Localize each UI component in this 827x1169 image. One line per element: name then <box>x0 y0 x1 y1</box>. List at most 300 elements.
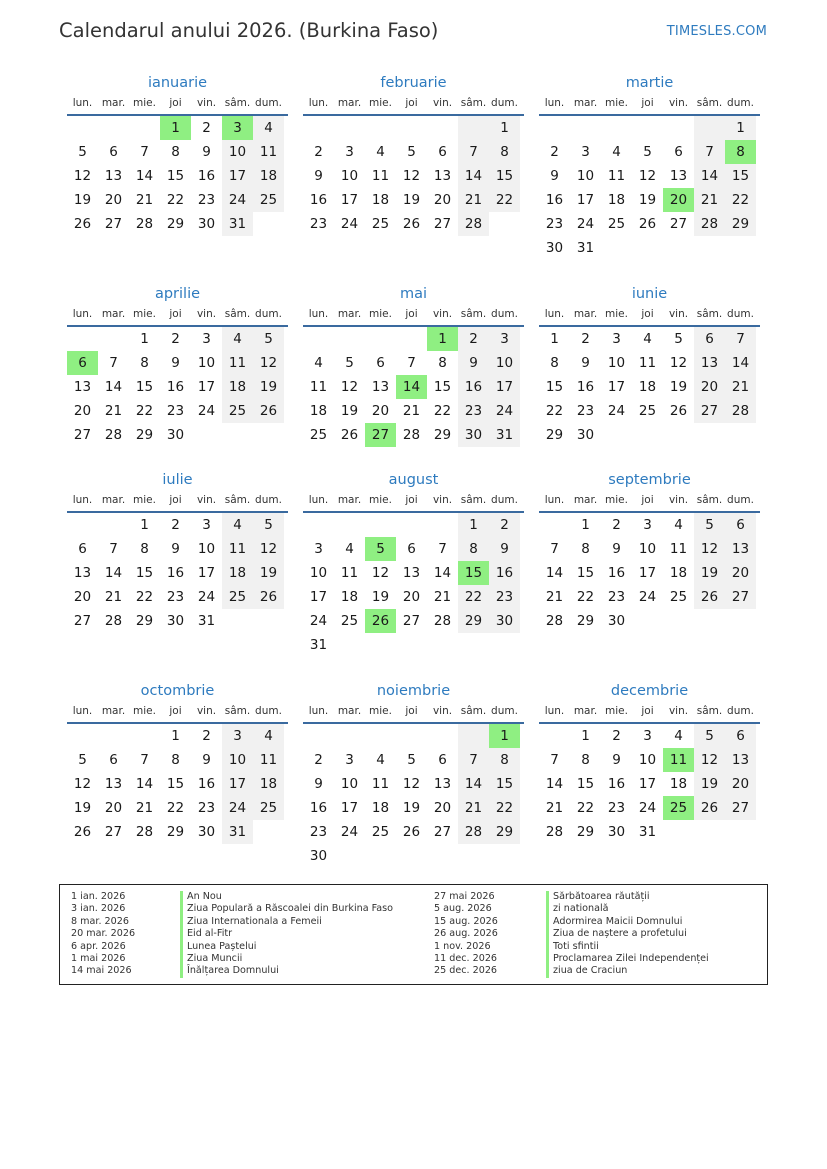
day-cell[interactable]: 1 <box>725 116 756 140</box>
day-cell[interactable]: 18 <box>253 164 284 188</box>
day-cell[interactable]: 5 <box>694 724 725 748</box>
day-cell[interactable]: 9 <box>314 776 323 792</box>
day-cell[interactable]: 12 <box>402 776 421 792</box>
day-cell[interactable]: 13 <box>73 565 92 581</box>
day-cell[interactable]: 22 <box>135 403 154 419</box>
day-cell[interactable]: 25 <box>607 216 626 232</box>
day-cell[interactable]: 11 <box>222 537 253 561</box>
day-cell[interactable]: 19 <box>694 772 725 796</box>
day-cell[interactable]: 14 <box>725 351 756 375</box>
day-cell[interactable]: 13 <box>725 748 756 772</box>
day-cell[interactable]: 1 <box>140 517 149 533</box>
day-cell[interactable]: 9 <box>314 168 323 184</box>
day-cell[interactable]: 25 <box>371 824 390 840</box>
day-cell[interactable]: 21 <box>135 800 154 816</box>
day-cell[interactable]: 23 <box>489 585 520 609</box>
day-cell[interactable]: 13 <box>371 379 390 395</box>
day-cell[interactable]: 12 <box>638 168 657 184</box>
day-cell[interactable]: 21 <box>104 589 123 605</box>
day-cell[interactable]: 5 <box>253 513 284 537</box>
day-cell[interactable]: 22 <box>725 188 756 212</box>
day-cell[interactable]: 25 <box>669 589 688 605</box>
day-cell[interactable]: 14 <box>104 379 123 395</box>
day-cell[interactable]: 12 <box>73 168 92 184</box>
day-cell[interactable]: 14 <box>135 168 154 184</box>
day-cell[interactable]: 4 <box>222 327 253 351</box>
day-cell[interactable]: 31 <box>576 240 595 256</box>
day-cell[interactable]: 19 <box>694 561 725 585</box>
day-cell[interactable]: 22 <box>489 796 520 820</box>
day-cell[interactable]: 1 <box>171 728 180 744</box>
day-cell[interactable]: 6 <box>725 513 756 537</box>
day-cell[interactable]: 8 <box>171 144 180 160</box>
day-cell[interactable]: 3 <box>314 541 323 557</box>
day-cell[interactable]: 29 <box>458 609 489 633</box>
day-cell[interactable]: 3 <box>489 327 520 351</box>
day-cell[interactable]: 28 <box>104 427 123 443</box>
day-cell[interactable]: 19 <box>253 561 284 585</box>
day-cell[interactable]: 11 <box>663 748 694 772</box>
day-cell[interactable]: 8 <box>458 537 489 561</box>
day-cell[interactable]: 26 <box>365 609 396 633</box>
day-cell[interactable]: 8 <box>140 541 149 557</box>
day-cell[interactable]: 21 <box>402 403 421 419</box>
day-cell[interactable]: 18 <box>607 192 626 208</box>
day-cell[interactable]: 13 <box>104 168 123 184</box>
day-cell[interactable]: 25 <box>340 613 359 629</box>
day-cell[interactable]: 2 <box>171 517 180 533</box>
day-cell[interactable]: 22 <box>458 585 489 609</box>
day-cell[interactable]: 8 <box>581 541 590 557</box>
day-cell[interactable]: 26 <box>340 427 359 443</box>
day-cell[interactable]: 29 <box>135 613 154 629</box>
day-cell[interactable]: 19 <box>73 192 92 208</box>
day-cell[interactable]: 3 <box>202 331 211 347</box>
day-cell[interactable]: 14 <box>545 565 564 581</box>
day-cell[interactable]: 10 <box>340 776 359 792</box>
day-cell[interactable]: 22 <box>135 589 154 605</box>
day-cell[interactable]: 21 <box>135 192 154 208</box>
day-cell[interactable]: 24 <box>340 824 359 840</box>
day-cell[interactable]: 17 <box>309 589 328 605</box>
day-cell[interactable]: 20 <box>73 403 92 419</box>
day-cell[interactable]: 30 <box>607 613 626 629</box>
day-cell[interactable]: 20 <box>663 188 694 212</box>
day-cell[interactable]: 18 <box>371 192 390 208</box>
day-cell[interactable]: 9 <box>202 752 211 768</box>
day-cell[interactable]: 17 <box>222 772 253 796</box>
day-cell[interactable]: 17 <box>638 565 657 581</box>
day-cell[interactable]: 17 <box>576 192 595 208</box>
day-cell[interactable]: 19 <box>402 192 421 208</box>
day-cell[interactable]: 1 <box>160 116 191 140</box>
day-cell[interactable]: 1 <box>140 331 149 347</box>
day-cell[interactable]: 9 <box>612 541 621 557</box>
day-cell[interactable]: 10 <box>222 748 253 772</box>
day-cell[interactable]: 18 <box>669 776 688 792</box>
day-cell[interactable]: 15 <box>725 164 756 188</box>
day-cell[interactable]: 15 <box>135 565 154 581</box>
day-cell[interactable]: 16 <box>166 379 185 395</box>
day-cell[interactable]: 19 <box>638 192 657 208</box>
day-cell[interactable]: 10 <box>607 355 626 371</box>
day-cell[interactable]: 10 <box>576 168 595 184</box>
day-cell[interactable]: 12 <box>253 351 284 375</box>
day-cell[interactable]: 6 <box>109 752 118 768</box>
day-cell[interactable]: 1 <box>489 116 520 140</box>
day-cell[interactable]: 24 <box>222 188 253 212</box>
day-cell[interactable]: 29 <box>725 212 756 236</box>
day-cell[interactable]: 25 <box>309 427 328 443</box>
day-cell[interactable]: 6 <box>376 355 385 371</box>
day-cell[interactable]: 28 <box>104 613 123 629</box>
day-cell[interactable]: 31 <box>197 613 216 629</box>
day-cell[interactable]: 11 <box>253 748 284 772</box>
day-cell[interactable]: 29 <box>135 427 154 443</box>
day-cell[interactable]: 2 <box>458 327 489 351</box>
day-cell[interactable]: 3 <box>581 144 590 160</box>
day-cell[interactable]: 19 <box>669 379 688 395</box>
day-cell[interactable]: 15 <box>545 379 564 395</box>
day-cell[interactable]: 16 <box>458 375 489 399</box>
day-cell[interactable]: 19 <box>340 403 359 419</box>
day-cell[interactable]: 26 <box>73 216 92 232</box>
day-cell[interactable]: 15 <box>458 561 489 585</box>
day-cell[interactable]: 18 <box>638 379 657 395</box>
day-cell[interactable]: 29 <box>166 824 185 840</box>
day-cell[interactable]: 6 <box>674 144 683 160</box>
day-cell[interactable]: 15 <box>489 772 520 796</box>
day-cell[interactable]: 12 <box>253 537 284 561</box>
day-cell[interactable]: 28 <box>135 216 154 232</box>
day-cell[interactable]: 6 <box>725 724 756 748</box>
day-cell[interactable]: 31 <box>222 820 253 844</box>
day-cell[interactable]: 13 <box>433 168 452 184</box>
day-cell[interactable]: 1 <box>550 331 559 347</box>
day-cell[interactable]: 2 <box>202 120 211 136</box>
day-cell[interactable]: 26 <box>402 216 421 232</box>
day-cell[interactable]: 5 <box>407 144 416 160</box>
day-cell[interactable]: 21 <box>458 188 489 212</box>
day-cell[interactable]: 27 <box>104 824 123 840</box>
day-cell[interactable]: 24 <box>638 589 657 605</box>
day-cell[interactable]: 13 <box>402 565 421 581</box>
day-cell[interactable]: 14 <box>135 776 154 792</box>
day-cell[interactable]: 30 <box>458 423 489 447</box>
day-cell[interactable]: 11 <box>607 168 626 184</box>
day-cell[interactable]: 10 <box>638 752 657 768</box>
day-cell[interactable]: 17 <box>638 776 657 792</box>
day-cell[interactable]: 26 <box>253 399 284 423</box>
day-cell[interactable]: 24 <box>197 589 216 605</box>
day-cell[interactable]: 11 <box>669 541 688 557</box>
day-cell[interactable]: 6 <box>438 752 447 768</box>
day-cell[interactable]: 16 <box>489 561 520 585</box>
day-cell[interactable]: 22 <box>576 800 595 816</box>
day-cell[interactable]: 14 <box>545 776 564 792</box>
day-cell[interactable]: 4 <box>253 724 284 748</box>
day-cell[interactable]: 26 <box>694 796 725 820</box>
day-cell[interactable]: 13 <box>725 537 756 561</box>
day-cell[interactable]: 3 <box>643 517 652 533</box>
day-cell[interactable]: 14 <box>104 565 123 581</box>
day-cell[interactable]: 7 <box>109 355 118 371</box>
day-cell[interactable]: 16 <box>166 565 185 581</box>
day-cell[interactable]: 17 <box>489 375 520 399</box>
day-cell[interactable]: 21 <box>545 800 564 816</box>
day-cell[interactable]: 21 <box>458 796 489 820</box>
day-cell[interactable]: 28 <box>135 824 154 840</box>
day-cell[interactable]: 3 <box>222 116 253 140</box>
day-cell[interactable]: 29 <box>166 216 185 232</box>
day-cell[interactable]: 4 <box>674 517 683 533</box>
day-cell[interactable]: 28 <box>402 427 421 443</box>
day-cell[interactable]: 5 <box>78 752 87 768</box>
day-cell[interactable]: 28 <box>545 613 564 629</box>
day-cell[interactable]: 15 <box>166 776 185 792</box>
day-cell[interactable]: 22 <box>576 589 595 605</box>
day-cell[interactable]: 8 <box>725 140 756 164</box>
day-cell[interactable]: 29 <box>489 820 520 844</box>
day-cell[interactable]: 10 <box>489 351 520 375</box>
day-cell[interactable]: 20 <box>433 192 452 208</box>
day-cell[interactable]: 7 <box>550 541 559 557</box>
day-cell[interactable]: 20 <box>73 589 92 605</box>
day-cell[interactable]: 27 <box>433 824 452 840</box>
day-cell[interactable]: 16 <box>545 192 564 208</box>
day-cell[interactable]: 16 <box>607 565 626 581</box>
day-cell[interactable]: 24 <box>222 796 253 820</box>
day-cell[interactable]: 10 <box>340 168 359 184</box>
day-cell[interactable]: 19 <box>253 375 284 399</box>
day-cell[interactable]: 1 <box>581 728 590 744</box>
day-cell[interactable]: 16 <box>576 379 595 395</box>
day-cell[interactable]: 7 <box>438 541 447 557</box>
day-cell[interactable]: 25 <box>253 188 284 212</box>
day-cell[interactable]: 21 <box>104 403 123 419</box>
day-cell[interactable]: 12 <box>340 379 359 395</box>
day-cell[interactable]: 24 <box>489 399 520 423</box>
day-cell[interactable]: 1 <box>458 513 489 537</box>
day-cell[interactable]: 28 <box>694 212 725 236</box>
day-cell[interactable]: 7 <box>109 541 118 557</box>
day-cell[interactable]: 29 <box>576 824 595 840</box>
day-cell[interactable]: 11 <box>222 351 253 375</box>
day-cell[interactable]: 25 <box>253 796 284 820</box>
day-cell[interactable]: 4 <box>612 144 621 160</box>
day-cell[interactable]: 10 <box>197 355 216 371</box>
day-cell[interactable]: 8 <box>550 355 559 371</box>
day-cell[interactable]: 25 <box>638 403 657 419</box>
day-cell[interactable]: 30 <box>545 240 564 256</box>
day-cell[interactable]: 21 <box>694 188 725 212</box>
day-cell[interactable]: 27 <box>433 216 452 232</box>
day-cell[interactable]: 8 <box>438 355 447 371</box>
day-cell[interactable]: 8 <box>140 355 149 371</box>
day-cell[interactable]: 15 <box>166 168 185 184</box>
day-cell[interactable]: 1 <box>427 327 458 351</box>
day-cell[interactable]: 3 <box>345 752 354 768</box>
day-cell[interactable]: 31 <box>222 212 253 236</box>
day-cell[interactable]: 24 <box>576 216 595 232</box>
day-cell[interactable]: 29 <box>545 427 564 443</box>
day-cell[interactable]: 23 <box>607 589 626 605</box>
day-cell[interactable]: 18 <box>371 800 390 816</box>
day-cell[interactable]: 30 <box>197 216 216 232</box>
day-cell[interactable]: 20 <box>433 800 452 816</box>
day-cell[interactable]: 7 <box>725 327 756 351</box>
day-cell[interactable]: 19 <box>402 800 421 816</box>
day-cell[interactable]: 19 <box>371 589 390 605</box>
day-cell[interactable]: 15 <box>433 379 452 395</box>
day-cell[interactable]: 20 <box>371 403 390 419</box>
day-cell[interactable]: 25 <box>663 796 694 820</box>
day-cell[interactable]: 11 <box>371 168 390 184</box>
day-cell[interactable]: 1 <box>489 724 520 748</box>
day-cell[interactable]: 13 <box>433 776 452 792</box>
day-cell[interactable]: 27 <box>73 613 92 629</box>
day-cell[interactable]: 24 <box>197 403 216 419</box>
day-cell[interactable]: 14 <box>396 375 427 399</box>
day-cell[interactable]: 27 <box>694 399 725 423</box>
day-cell[interactable]: 17 <box>222 164 253 188</box>
day-cell[interactable]: 7 <box>140 752 149 768</box>
day-cell[interactable]: 23 <box>166 589 185 605</box>
day-cell[interactable]: 27 <box>73 427 92 443</box>
day-cell[interactable]: 6 <box>109 144 118 160</box>
day-cell[interactable]: 21 <box>545 589 564 605</box>
day-cell[interactable]: 17 <box>340 800 359 816</box>
day-cell[interactable]: 15 <box>489 164 520 188</box>
day-cell[interactable]: 21 <box>433 589 452 605</box>
day-cell[interactable]: 7 <box>458 748 489 772</box>
day-cell[interactable]: 16 <box>197 776 216 792</box>
day-cell[interactable]: 13 <box>669 168 688 184</box>
day-cell[interactable]: 23 <box>458 399 489 423</box>
day-cell[interactable]: 11 <box>371 776 390 792</box>
day-cell[interactable]: 18 <box>222 375 253 399</box>
day-cell[interactable]: 30 <box>197 824 216 840</box>
day-cell[interactable]: 17 <box>607 379 626 395</box>
site-link[interactable]: TIMESLES.COM <box>666 24 767 39</box>
day-cell[interactable]: 5 <box>694 513 725 537</box>
day-cell[interactable]: 15 <box>135 379 154 395</box>
day-cell[interactable]: 2 <box>314 144 323 160</box>
day-cell[interactable]: 27 <box>669 216 688 232</box>
day-cell[interactable]: 29 <box>433 427 452 443</box>
day-cell[interactable]: 14 <box>433 565 452 581</box>
day-cell[interactable]: 21 <box>725 375 756 399</box>
day-cell[interactable]: 23 <box>197 192 216 208</box>
day-cell[interactable]: 16 <box>607 776 626 792</box>
day-cell[interactable]: 20 <box>725 772 756 796</box>
day-cell[interactable]: 20 <box>694 375 725 399</box>
day-cell[interactable]: 18 <box>309 403 328 419</box>
day-cell[interactable]: 16 <box>197 168 216 184</box>
day-cell[interactable]: 25 <box>222 585 253 609</box>
day-cell[interactable]: 30 <box>166 613 185 629</box>
day-cell[interactable]: 12 <box>669 355 688 371</box>
day-cell[interactable]: 2 <box>550 144 559 160</box>
day-cell[interactable]: 18 <box>669 565 688 581</box>
day-cell[interactable]: 11 <box>340 565 359 581</box>
day-cell[interactable]: 30 <box>576 427 595 443</box>
day-cell[interactable]: 7 <box>550 752 559 768</box>
day-cell[interactable]: 28 <box>545 824 564 840</box>
day-cell[interactable]: 18 <box>340 589 359 605</box>
day-cell[interactable]: 28 <box>725 399 756 423</box>
day-cell[interactable]: 5 <box>253 327 284 351</box>
day-cell[interactable]: 20 <box>104 800 123 816</box>
day-cell[interactable]: 26 <box>694 585 725 609</box>
day-cell[interactable]: 27 <box>402 613 421 629</box>
day-cell[interactable]: 8 <box>489 140 520 164</box>
day-cell[interactable]: 12 <box>402 168 421 184</box>
day-cell[interactable]: 14 <box>694 164 725 188</box>
day-cell[interactable]: 1 <box>581 517 590 533</box>
day-cell[interactable]: 3 <box>345 144 354 160</box>
day-cell[interactable]: 23 <box>545 216 564 232</box>
day-cell[interactable]: 2 <box>202 728 211 744</box>
day-cell[interactable]: 10 <box>222 140 253 164</box>
day-cell[interactable]: 24 <box>309 613 328 629</box>
day-cell[interactable]: 20 <box>104 192 123 208</box>
day-cell[interactable]: 7 <box>407 355 416 371</box>
day-cell[interactable]: 5 <box>674 331 683 347</box>
day-cell[interactable]: 14 <box>458 772 489 796</box>
day-cell[interactable]: 23 <box>309 216 328 232</box>
day-cell[interactable]: 9 <box>612 752 621 768</box>
day-cell[interactable]: 26 <box>669 403 688 419</box>
day-cell[interactable]: 12 <box>73 776 92 792</box>
day-cell[interactable]: 6 <box>694 327 725 351</box>
day-cell[interactable]: 26 <box>638 216 657 232</box>
day-cell[interactable]: 24 <box>607 403 626 419</box>
day-cell[interactable]: 22 <box>166 192 185 208</box>
day-cell[interactable]: 4 <box>222 513 253 537</box>
day-cell[interactable]: 17 <box>197 565 216 581</box>
day-cell[interactable]: 3 <box>222 724 253 748</box>
day-cell[interactable]: 12 <box>694 537 725 561</box>
day-cell[interactable]: 14 <box>458 164 489 188</box>
day-cell[interactable]: 31 <box>638 824 657 840</box>
day-cell[interactable]: 8 <box>171 752 180 768</box>
day-cell[interactable]: 18 <box>253 772 284 796</box>
day-cell[interactable]: 2 <box>489 513 520 537</box>
day-cell[interactable]: 27 <box>104 216 123 232</box>
day-cell[interactable]: 7 <box>458 140 489 164</box>
day-cell[interactable]: 15 <box>576 565 595 581</box>
day-cell[interactable]: 4 <box>345 541 354 557</box>
day-cell[interactable]: 22 <box>433 403 452 419</box>
day-cell[interactable]: 27 <box>725 585 756 609</box>
day-cell[interactable]: 6 <box>67 351 98 375</box>
day-cell[interactable]: 20 <box>725 561 756 585</box>
day-cell[interactable]: 5 <box>365 537 396 561</box>
day-cell[interactable]: 3 <box>643 728 652 744</box>
day-cell[interactable]: 6 <box>407 541 416 557</box>
day-cell[interactable]: 11 <box>309 379 328 395</box>
day-cell[interactable]: 4 <box>376 752 385 768</box>
day-cell[interactable]: 9 <box>458 351 489 375</box>
day-cell[interactable]: 2 <box>581 331 590 347</box>
day-cell[interactable]: 15 <box>576 776 595 792</box>
day-cell[interactable]: 19 <box>73 800 92 816</box>
day-cell[interactable]: 11 <box>638 355 657 371</box>
day-cell[interactable]: 29 <box>576 613 595 629</box>
day-cell[interactable]: 3 <box>612 331 621 347</box>
day-cell[interactable]: 25 <box>371 216 390 232</box>
